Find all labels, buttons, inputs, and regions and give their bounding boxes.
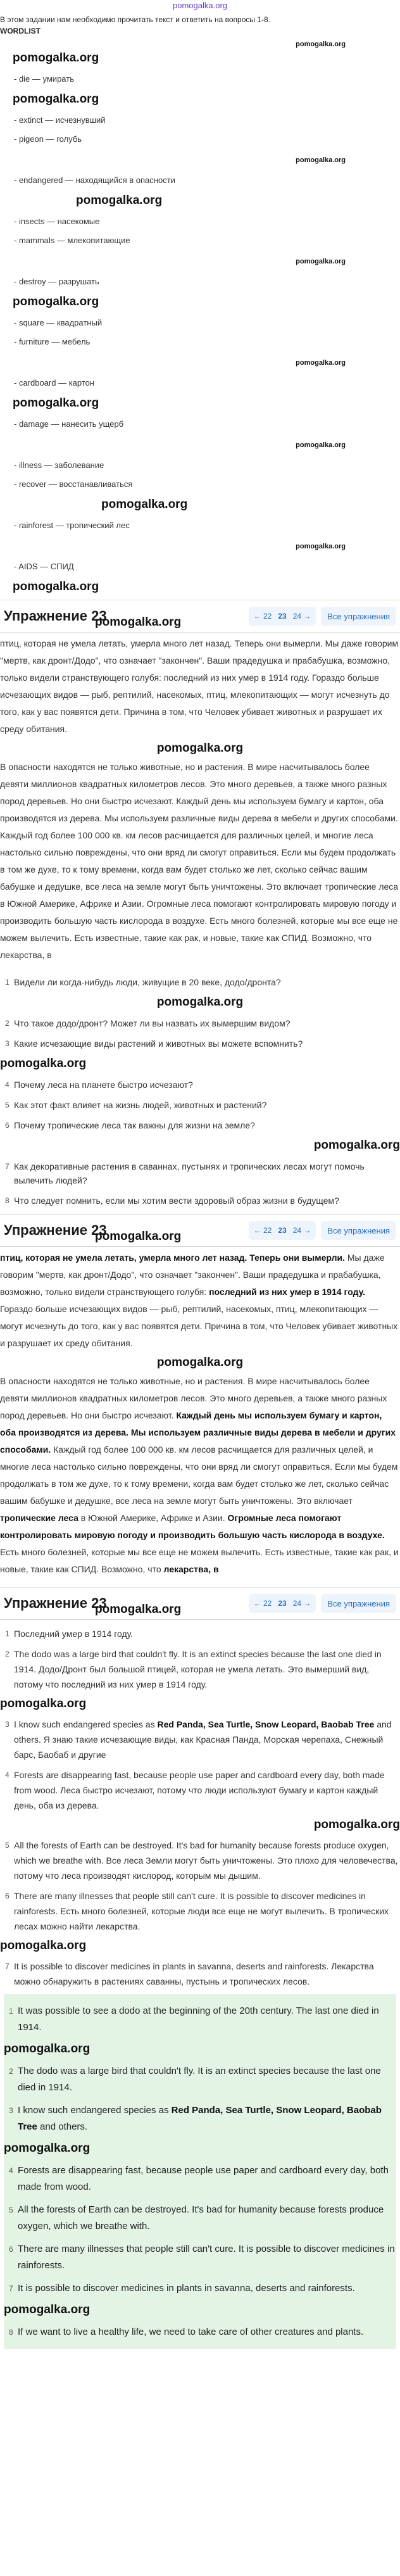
- task-description: В этом задании нам необходимо прочитать текст и ответить на вопросы 1-8.: [0, 15, 271, 24]
- wordlist-item: - insects — насекомые: [14, 217, 100, 226]
- question-item: [0, 1118, 400, 1132]
- question-number: 6: [5, 1121, 9, 1130]
- wordlist-item: - damage — нанесить ущерб: [14, 419, 124, 429]
- highlight-text: тропические леса: [0, 1513, 78, 1523]
- answers-list: [0, 1620, 400, 1989]
- question-text: Почему тропические леса так важны для жизни на земле?: [14, 1120, 255, 1130]
- final-answer-item: [4, 2324, 396, 2340]
- watermark: pomogalka.org: [296, 156, 346, 164]
- answer-number: 2: [5, 1650, 9, 1658]
- translation-text: В опасности находятся не только животные, но и растения. В мире насчитывалось более девяти миллионов квадратных километров лесов. Это много деревьев, а также много разных пород деревьев. Но они быстро исчезают.: [0, 1376, 387, 1420]
- answer-text: It is possible to discover medicines in plants in savanna, deserts and rainforests.: [18, 2283, 355, 2294]
- watermark: pomogalka.org: [95, 1230, 182, 1243]
- answer-item: [0, 1626, 400, 1641]
- site-logo[interactable]: pomogalka.org: [173, 1, 227, 10]
- final-answer-item: [4, 2102, 396, 2135]
- wordlist-item: - mammals — млекопитающие: [14, 236, 130, 245]
- translation-paragraph: В опасности находятся не только животные, но и растения. В мире насчитывалось более девяти миллионов квадратных километров лесов. Это много деревьев, а также много разных пород деревьев. Но они быстро исчезают. Каждый день мы используем бумагу и картон, оба производятся из дерева. Мы используем различные виды дерева в мебели и других способами. Каждый год более 100 000 кв. км лесов расчищается для различных целей, и многие леса настолько сильно повреждены, что они вряд ли смогут оправиться. Если мы будем продолжать в том же духе, то к тому времени, когда вам будет столько же лет, сколько сейчас вашим бабушке и дедушке, все леса на земле могут быть уничтожены. Это включает тропические леса в Южной Америке, Африке и Азии. Огромные леса помогают контролировать мировую погоду и производить большую часть кислорода в воздухе. Есть много болезней, которые мы все еще не можем вылечить. Есть известные, такие как рак, и новые, такие как СПИД. Возможно, что лекарства, в: [0, 762, 399, 960]
- translation-section: [0, 633, 400, 968]
- question-number: 3: [5, 1039, 9, 1048]
- exercise-title: Упражнение 23: [4, 1595, 107, 1611]
- prev-exercise-link[interactable]: ← 22: [253, 1599, 272, 1608]
- question-number: 8: [5, 1196, 9, 1205]
- watermark: pomogalka.org: [296, 41, 346, 48]
- watermark: pomogalka.org: [0, 1057, 87, 1070]
- question-item: [0, 1159, 400, 1187]
- question-text: Как декоративные растения в саваннах, пустынях и тропических лесах могут помочь вылечить людей?: [14, 1161, 365, 1185]
- watermark: pomogalka.org: [0, 1697, 87, 1710]
- question-item: [0, 1098, 400, 1112]
- highlight-text: последний из них умер в 1914 году.: [209, 1287, 366, 1297]
- answer-number: 6: [5, 1891, 9, 1900]
- exercise-header: [0, 1587, 400, 1620]
- questions-list: [0, 968, 400, 1208]
- exercise-title: Упражнение 23: [4, 608, 107, 624]
- question-number: 1: [5, 978, 9, 987]
- watermark: pomogalka.org: [0, 1939, 87, 1952]
- wordlist-item: - cardboard — картон: [14, 378, 95, 388]
- watermark: pomogalka.org: [296, 543, 346, 550]
- answer-item: [0, 1767, 400, 1813]
- wordlist-item: - AIDS — СПИД: [14, 562, 74, 571]
- watermark: pomogalka.org: [13, 295, 99, 308]
- wordlist-item: - furniture — мебель: [14, 337, 91, 346]
- wordlist-item: - square — квадратный: [14, 318, 103, 327]
- question-number: 5: [5, 1101, 9, 1109]
- highlight-text: Каждый день мы используем бумагу и картон, оба производятся из дерева. Мы используем различные виды дерева в мебели и других способами.: [0, 1410, 396, 1455]
- watermark: pomogalka.org: [4, 2042, 91, 2055]
- translation-text: в Южной Америке, Африке и Азии.: [80, 1513, 225, 1523]
- answer-text: All the forests of Earth can be destroyed. It's bad for humanity because forests produce oxygen, which we breathe with. Все леса Земли могут быть уничтожены. Это плохо для человечества, потому что леса производят кислород, которым мы дышим.: [14, 1840, 398, 1881]
- watermark: pomogalka.org: [4, 2142, 91, 2155]
- answer-number: 5: [5, 1841, 9, 1850]
- answer-number: 3: [5, 1720, 9, 1729]
- all-exercises-button[interactable]: Все упражнения: [321, 607, 396, 626]
- answer-number: 4: [9, 2166, 13, 2175]
- answer-item: [0, 1838, 400, 1883]
- answer-item: [0, 1646, 400, 1692]
- final-answer-item: [4, 2162, 396, 2195]
- highlight-text: лекарства, в: [163, 1564, 219, 1574]
- translation-text: Мы даже говорим "мертв, как дронт/Додо", что означает "закончен". Ваши прадедушка и прабабушка, возможно, только видели странствующего голубя:: [0, 1253, 385, 1297]
- answer-number: 2: [9, 2067, 13, 2076]
- wordlist-item: - extinct — исчезнувший: [14, 115, 106, 125]
- all-exercises-button[interactable]: Все упражнения: [321, 1221, 396, 1240]
- next-exercise-link[interactable]: 24 →: [292, 612, 311, 621]
- watermark: pomogalka.org: [13, 92, 99, 106]
- question-text: Какие исчезающие виды растений и животных вы можете вспомнить?: [14, 1039, 303, 1049]
- watermark: pomogalka.org: [313, 1139, 400, 1152]
- translation-bold-section: [0, 1247, 400, 1356]
- exercise-pager: [249, 1221, 316, 1240]
- answer-text: It was possible to see a dodo at the beginning of the 20th century. The last one died in 1914.: [18, 2005, 379, 2033]
- question-item: [0, 1194, 400, 1208]
- wordlist-item: - endangered — находящийся в опасности: [14, 175, 175, 185]
- watermark: pomogalka.org: [13, 51, 99, 65]
- highlight-text: птиц, которая не умела летать, умерла много лет назад. Теперь они вымерли.: [0, 1253, 345, 1263]
- current-exercise: 23: [278, 1226, 287, 1235]
- exercise-pager: [249, 1594, 316, 1613]
- answer-text: There are many illnesses that people still can't cure. It is possible to discover medicines in rainforests. Есть много болезней, которые люди все еще не могут вылечить. В тропических лесах можно найти лекарства.: [14, 1891, 389, 1931]
- watermark: pomogalka.org: [13, 396, 99, 410]
- watermark: pomogalka.org: [4, 2303, 91, 2316]
- current-exercise: 23: [278, 1599, 287, 1608]
- translation-text: Каждый год более 100 000 кв. км лесов расчищается для различных целей, и многие леса настолько сильно повреждены, что они вряд ли смогут оправиться. Если мы будем продолжать в том же духе, то к тому времени, когда вам будет столько же лет, сколько сейчас вашим бабушке и дедушке, все леса на земле могут быть уничтожены. Это включает: [0, 1444, 398, 1506]
- watermark: pomogalka.org: [156, 742, 244, 755]
- watermark: pomogalka.org: [156, 995, 244, 1009]
- next-exercise-link[interactable]: 24 →: [292, 1226, 311, 1235]
- intro-section: [0, 14, 400, 595]
- question-item: [0, 975, 400, 989]
- wordlist-item: - recover — восстанавливаться: [14, 479, 133, 489]
- translation-bold-section: [0, 1370, 400, 1582]
- answer-text: There are many illnesses that people still can't cure. It is possible to discover medicines in rainforests.: [18, 2244, 395, 2271]
- wordlist-item: - illness — заболевание: [14, 460, 104, 470]
- answer-text: I know such endangered species as Red Panda, Sea Turtle, Snow Leopard, Baobab Tree and others.: [18, 2105, 382, 2132]
- question-text: Как этот факт влияет на жизнь людей, животных и растений?: [14, 1100, 267, 1110]
- final-answer-item: [4, 2280, 396, 2297]
- answer-number: 7: [9, 2284, 13, 2293]
- watermark: pomogalka.org: [101, 498, 188, 511]
- exercise-header: [0, 600, 400, 633]
- wordlist-item: - pigeon — голубь: [14, 134, 82, 144]
- watermark: pomogalka.org: [296, 441, 346, 449]
- wordlist-item: - die — умирать: [14, 74, 74, 84]
- all-exercises-button[interactable]: Все упражнения: [321, 1594, 396, 1613]
- answer-text: It is possible to discover medicines in plants in savanna, deserts and rainforests. Лекарства можно обнаружить в растениях саванны, пустынь и тропических лесов.: [14, 1961, 374, 1986]
- question-text: Видели ли когда-нибудь люди, живущие в 20 веке, додо/дронта?: [14, 977, 281, 987]
- answer-number: 4: [5, 1771, 9, 1779]
- answer-text: Forests are disappearing fast, because people use paper and cardboard every day, both made from wood. Леса быстро исчезают, потому что люди используют бумагу и картон каждый день, оба из дерева.: [14, 1770, 385, 1810]
- answer-text: The dodo was a large bird that couldn't fly. It is an extinct species because the last one died in 1914.: [18, 2066, 381, 2093]
- answer-number: 1: [5, 1629, 9, 1638]
- answer-item: [0, 1959, 400, 1989]
- question-item: [0, 1078, 400, 1092]
- answer-item: [0, 1717, 400, 1762]
- question-text: Почему леса на планете быстро исчезают?: [14, 1080, 193, 1090]
- exercise-header: [0, 1214, 400, 1247]
- answer-text: The dodo was a large bird that couldn't fly. It is an extinct species because the last one died in 1914. Додо/Дронт был большой птицей, которая не умела летать. Это вымерший вид, потому что последний из них умер в 1914 году.: [14, 1649, 382, 1689]
- answer-text: If we want to live a healthy life, we need to take care of other creatures and plants.: [18, 2327, 364, 2337]
- final-answer-item: [4, 2241, 396, 2274]
- translation-text: Есть много болезней, которые мы все еще не можем вылечить. Есть известные, такие как рак, и новые, такие как СПИД. Возможно, что: [0, 1547, 399, 1574]
- wordlist-item: - destroy — разрушать: [14, 277, 99, 286]
- watermark: pomogalka.org: [313, 1818, 400, 1831]
- answer-number: 8: [9, 2328, 13, 2337]
- site-header: [0, 0, 400, 14]
- watermark: pomogalka.org: [13, 580, 99, 593]
- wordlist-item: - rainforest — тропический лес: [14, 521, 130, 530]
- highlight-text: Огромные леса помогают контролировать мировую погоду и производить большую часть кислорода в воздухе.: [0, 1513, 385, 1540]
- question-item: [0, 1016, 400, 1030]
- answer-number: 7: [5, 1962, 9, 1971]
- wordlist-title: WORDLIST: [0, 27, 41, 35]
- answer-item: [0, 1888, 400, 1934]
- answer-number: 6: [9, 2245, 13, 2254]
- answer-number: 3: [9, 2106, 13, 2115]
- question-item: [0, 1037, 400, 1051]
- next-exercise-link[interactable]: 24 →: [292, 1599, 311, 1608]
- answer-text: Forests are disappearing fast, because people use paper and cardboard every day, both made from wood.: [18, 2165, 389, 2192]
- prev-exercise-link[interactable]: ← 22: [253, 1226, 272, 1235]
- question-number: 7: [5, 1162, 9, 1171]
- final-answer-item: [4, 2003, 396, 2036]
- watermark: pomogalka.org: [296, 258, 346, 265]
- exercise-title: Упражнение 23: [4, 1222, 107, 1238]
- watermark: pomogalka.org: [95, 616, 182, 629]
- question-text: Что такое додо/дронт? Может ли вы назвать их вымершим видом?: [14, 1018, 291, 1028]
- current-exercise: 23: [278, 612, 287, 621]
- watermark: pomogalka.org: [296, 359, 346, 367]
- final-answer-item: [4, 2202, 396, 2235]
- final-answers-box: [4, 1994, 396, 2349]
- question-text: Что следует помнить, если мы хотим вести здоровый образ жизни в будущем?: [14, 1196, 339, 1206]
- answer-number: 1: [9, 2007, 13, 2016]
- question-number: 2: [5, 1019, 9, 1028]
- answer-number: 5: [9, 2206, 13, 2214]
- prev-exercise-link[interactable]: ← 22: [253, 612, 272, 621]
- answer-text: All the forests of Earth can be destroyed. It's bad for humanity because forests produce oxygen, which we breathe with.: [18, 2204, 384, 2232]
- exercise-pager: [249, 607, 316, 626]
- final-answer-item: [4, 2063, 396, 2096]
- watermark: pomogalka.org: [95, 1603, 182, 1616]
- answer-text: I know such endangered species as Red Panda, Sea Turtle, Snow Leopard, Baobab Tree and others. Я знаю такие исчезающие виды, как Красная Панда, Морская черепаха, Снежный барс, Баобаб и другие: [14, 1719, 392, 1760]
- answer-text: Последний умер в 1914 году.: [14, 1629, 134, 1639]
- watermark: pomogalka.org: [76, 194, 163, 207]
- translation-text: Гораздо больше исчезающих видов — рыб, рептилий, насекомых, птиц, млекопитающих — могут исчезнуть до того, как у вас появятся дети. Причина в том, что Человек убивает животных и разрушает их среду обитания.: [0, 1304, 398, 1348]
- translation-paragraph: птиц, которая не умела летать, умерла много лет назад. Теперь они вымерли. Мы даже говорим "мертв, как дронт/Додо", что означает "закончен". Ваши прадедушка и прабабушка, возможно, только видели странствующего голубя: последний из них умер в 1914 году. Гораздо больше исчезающих видов — рыб, рептилий, насекомых, птиц, млекопитающих — могут исчезнуть до того, как у вас появятся дети. Причина в том, что Человек убивает животных и разрушает их среду обитания.: [0, 638, 399, 734]
- question-number: 4: [5, 1080, 9, 1089]
- watermark: pomogalka.org: [156, 1356, 244, 1369]
